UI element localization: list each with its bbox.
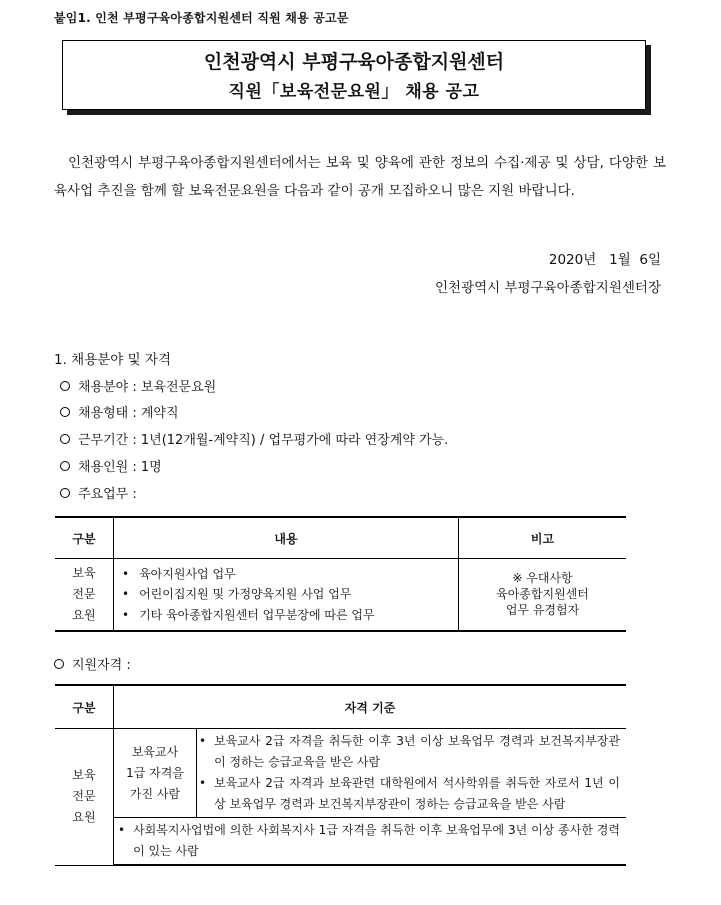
- list-item: [60, 429, 448, 448]
- category-line: 보육: [72, 565, 96, 580]
- extra-criteria-cell: [114, 818, 627, 866]
- circle-bullet-icon: [60, 407, 70, 417]
- attachment-label: 붙임1. 인천 부평구육아종합지원센터 직원 채용 공고문: [54, 11, 349, 25]
- intro-paragraph: 인천광역시 부평구육아종합지원센터에서는 보육 및 양육에 관한 정보의 수집·제공 및 상담, 다양한 보육사업 추진을 함께 할 보육전문요원을 다음과 같이 공개 모집하오니 많은 지원 바랍니다.: [54, 155, 666, 199]
- criteria-text: 사회복지사업법에 의한 사회복지사 1급 자격을 취득한 이후 보육업무에 3년 이상 종사한 경력이 있는 사람: [133, 823, 620, 858]
- circle-bullet-icon: [60, 488, 70, 498]
- note-line: ※ 우대사항: [512, 571, 573, 586]
- duty-text: 어린이집지원 및 가정양육지원 사업 업무: [139, 587, 352, 601]
- criteria-item: [199, 773, 620, 815]
- list-item-text: 근무기간 : 1년(12개월-계약직) / 업무평가에 따라 연장계약 가능.: [78, 433, 449, 448]
- circle-bullet-icon: [54, 659, 64, 669]
- criteria-cell: [197, 729, 627, 818]
- sub-category-line: 보육교사: [131, 744, 179, 759]
- category-cell: [55, 559, 114, 631]
- list-item-text: 채용분야 : 보육전문요원: [78, 380, 217, 395]
- issuer-name: 인천광역시 부평구육아종합지원센터장: [435, 280, 661, 296]
- circle-bullet-icon: [60, 434, 70, 444]
- table-header: 구분: [55, 517, 114, 559]
- duties-cell: [114, 559, 459, 631]
- list-item: [60, 376, 216, 395]
- bullet-icon: •: [199, 776, 207, 790]
- table-header: 비고: [459, 517, 627, 559]
- page-subtitle: 직원「보육전문요원」 채용 공고: [228, 82, 480, 102]
- criteria-text: 보육교사 2급 자격을 취득한 이후 3년 이상 보육업무 경력과 보건복지부장관이 정하는 승급교육을 받은 사람: [214, 734, 620, 769]
- announcement-date: 2020년 1월 6일: [548, 252, 661, 268]
- bullet-icon: •: [199, 734, 207, 748]
- list-item: [60, 483, 137, 502]
- bullet-icon: •: [122, 607, 130, 622]
- qualification-label-row: [54, 654, 131, 673]
- title-box: [62, 40, 646, 110]
- category-line: 전문: [72, 586, 96, 601]
- criteria-item: [118, 820, 620, 862]
- sub-category-line: 1급 자격을: [126, 765, 184, 780]
- duty-text: 기타 육아종합지원센터 업무분장에 따른 업무: [139, 607, 375, 622]
- section-heading: 1. 채용분야 및 자격: [54, 352, 172, 368]
- duty-item: [122, 605, 450, 626]
- duty-text: 육아지원사업 업무: [139, 566, 236, 581]
- note-line: 업무 유경험자: [505, 603, 580, 618]
- bullet-icon: •: [122, 566, 130, 581]
- table-header: 자격 기준: [114, 685, 627, 729]
- category-line: 보육: [72, 768, 96, 783]
- list-item-text: 주요업무 :: [78, 487, 137, 502]
- category-cell: [55, 729, 114, 866]
- table-header: 내용: [114, 517, 459, 559]
- duty-item: [122, 564, 450, 585]
- category-line: 전문: [72, 789, 96, 804]
- duty-item: [122, 584, 450, 605]
- duties-table: [55, 516, 626, 632]
- circle-bullet-icon: [60, 381, 70, 391]
- category-line: 요원: [72, 810, 96, 825]
- page-title: 인천광역시 부평구육아종합지원센터: [203, 51, 505, 73]
- category-line: 요원: [72, 607, 96, 622]
- bullet-icon: •: [122, 587, 130, 601]
- list-item: [60, 456, 162, 475]
- circle-bullet-icon: [60, 461, 70, 471]
- table-header: 구분: [55, 685, 114, 729]
- criteria-text: 보육교사 2급 자격과 보육관련 대학원에서 석사학위를 취득한 자로서 1년 이상 보육업무 경력과 보건복지부장관이 정하는 승급교육을 받은 사람: [214, 776, 620, 811]
- qualification-table: [55, 684, 626, 866]
- list-item-text: 채용형태 : 계약직: [78, 406, 179, 421]
- criteria-item: [199, 731, 620, 773]
- bullet-icon: •: [118, 823, 126, 837]
- qualification-label: 지원자격 :: [72, 658, 131, 673]
- sub-category-cell: [114, 729, 197, 818]
- note-cell: [459, 559, 627, 631]
- list-item: [60, 402, 179, 421]
- list-item-text: 채용인원 : 1명: [78, 460, 162, 475]
- note-line: 육아종합지원센터: [496, 587, 589, 602]
- sub-category-line: 가진 사람: [129, 786, 181, 801]
